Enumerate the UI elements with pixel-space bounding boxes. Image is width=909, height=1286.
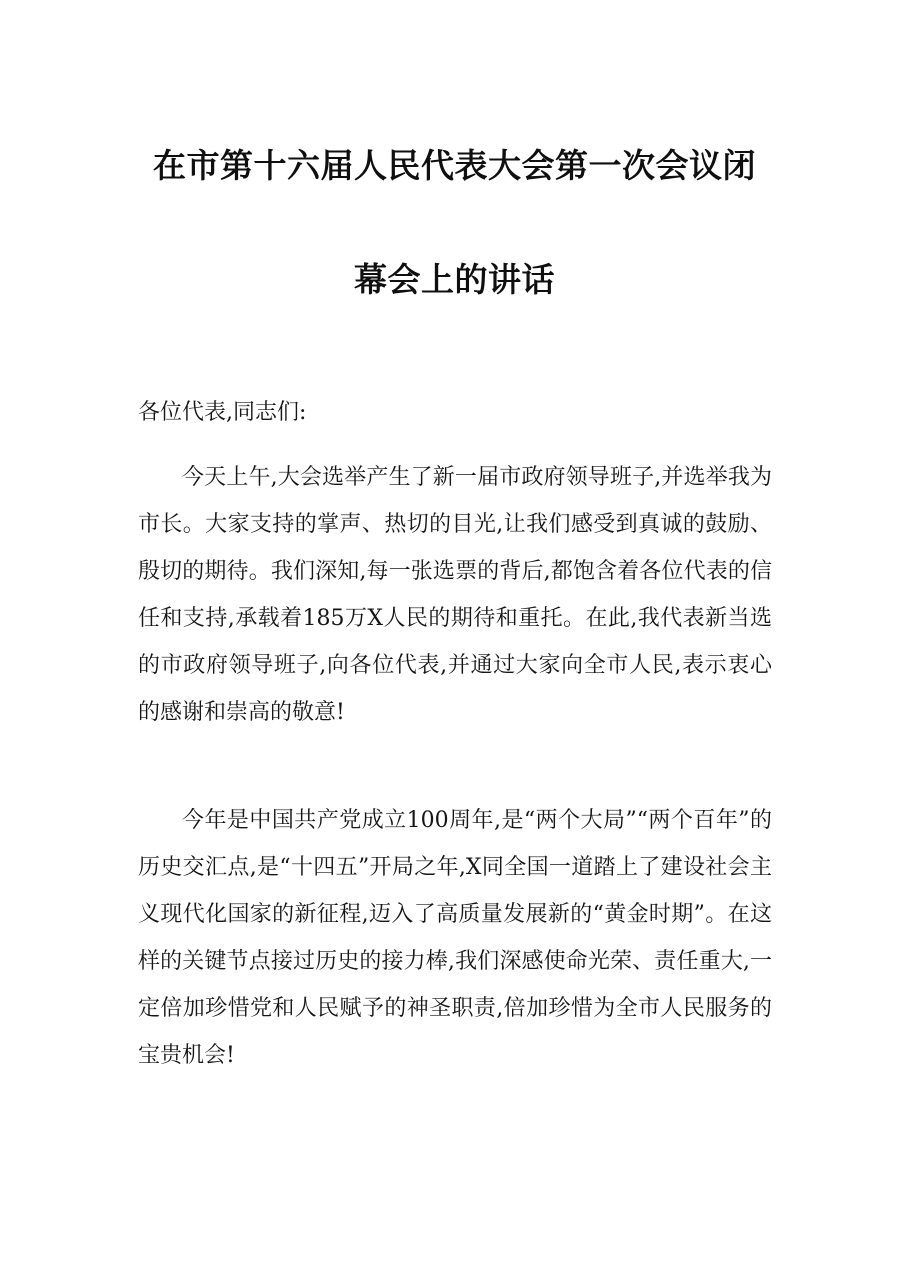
- paragraph-1: 今天上午,大会选举产生了新一届市政府领导班子,并选举我为市长。大家支持的掌声、热切的目光,让我们感受到真诚的鼓励、殷切的期待。我们深知,每一张选票的背后,都饱含着各位代表的信任和支持,承载着185万X人民的期待和重托。在此,我代表新当选的市政府领导班子,向各位代表,并通过大家向全市人民,表示衷心的感谢和崇高的敬意!: [138, 465, 772, 725]
- salutation: 各位代表,同志们:: [138, 400, 307, 425]
- document-title-line-1: 在市第十六届人民代表大会第一次会议闭: [153, 146, 756, 185]
- document-title-line-2: 幕会上的讲话: [354, 260, 555, 299]
- paragraph-2: 今年是中国共产党成立100周年,是“两个大局”“两个百年”的历史交汇点,是“十四五”开局之年,X同全国一道踏上了建设社会主义现代化国家的新征程,迈入了高质量发展新的“黄金时期”。在这样的关键节点接过历史的接力棒,我们深感使命光荣、责任重大,一定倍加珍惜党和人民赋予的神圣职责,倍加珍惜为全市人民服务的宝贵机会!: [138, 808, 772, 1068]
